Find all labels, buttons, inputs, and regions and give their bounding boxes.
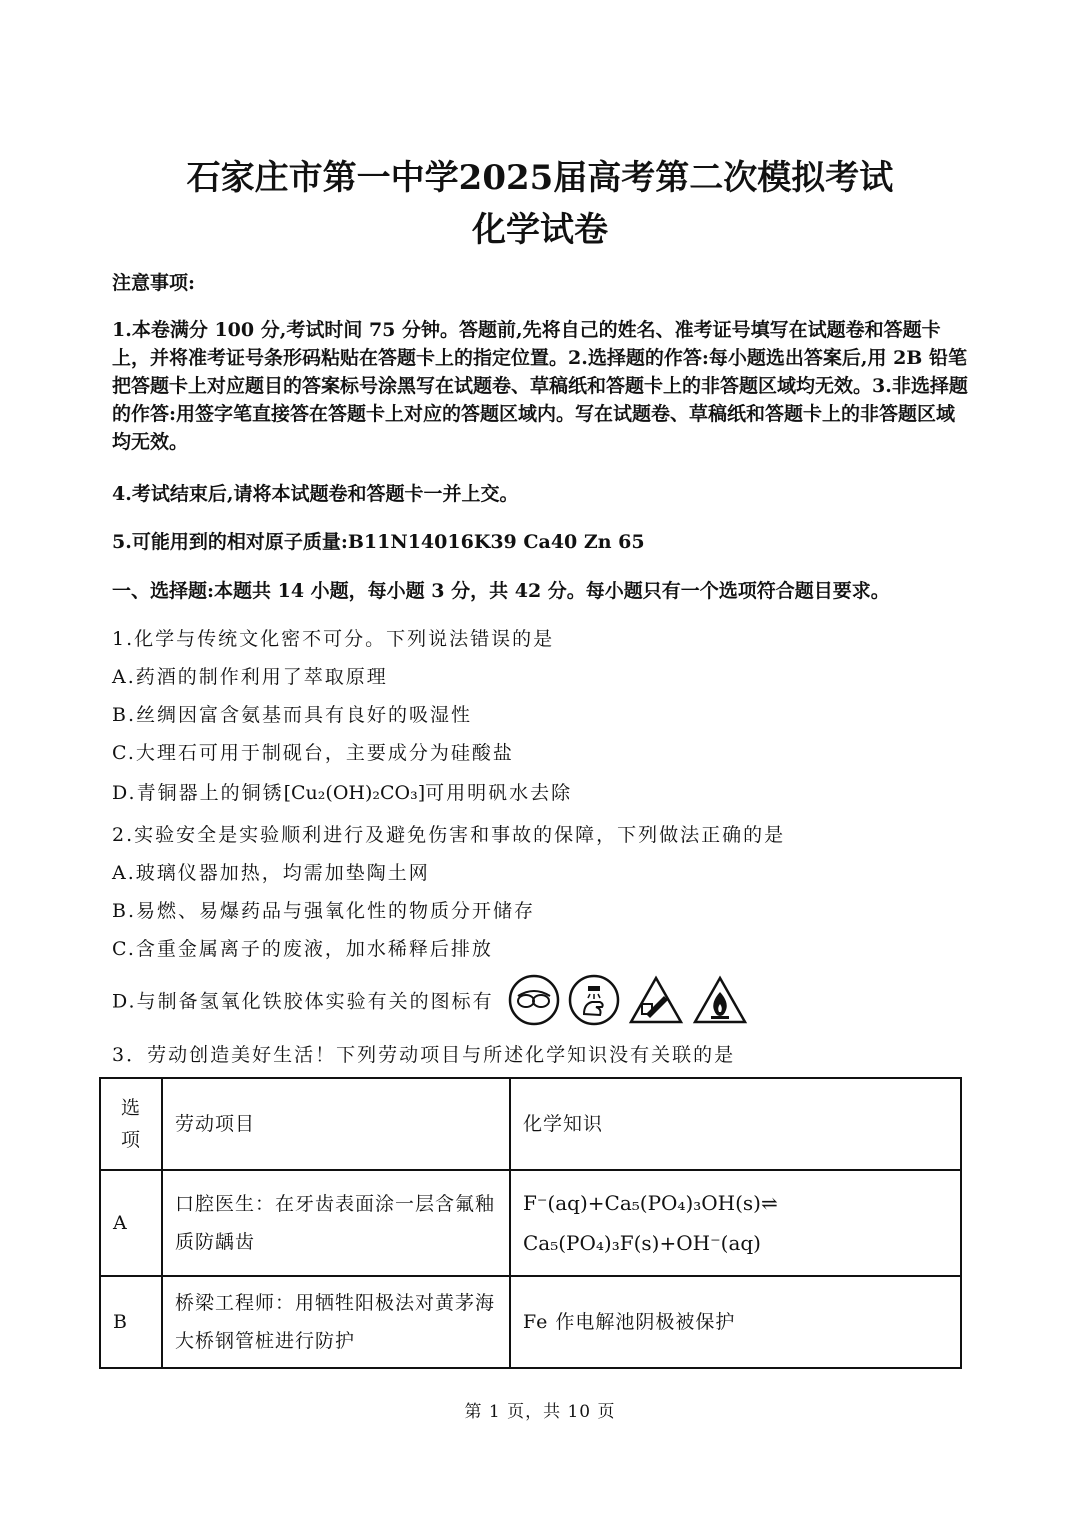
- q1-d-formula: [Cu₂(OH)₂CO₃]: [283, 782, 426, 804]
- exam-title: 石家庄市第一中学2025届高考第二次模拟考试: [186, 158, 894, 198]
- handwash-icon: [568, 974, 620, 1026]
- row-b-knowledge: Fe 作电解池阴极被保护: [510, 1276, 961, 1368]
- q2-d-text: D.与制备氢氧化铁胶体实验有关的图标有: [112, 990, 494, 1013]
- header-option: 选项: [100, 1078, 162, 1170]
- flame-icon: [692, 974, 748, 1026]
- q1-d-prefix: D.青铜器上的铜锈: [112, 782, 284, 804]
- safety-icons: [508, 974, 748, 1026]
- notice-item-5: 5.可能用到的相对原子质量:B11N14016K39 Ca40 Zn 65: [112, 531, 645, 553]
- header-labor-item: 劳动项目: [162, 1078, 510, 1170]
- q3-table: [99, 1077, 962, 1369]
- q1-option-d: [112, 778, 572, 805]
- table-header-row: [100, 1078, 961, 1170]
- exam-subtitle: 化学试卷: [472, 210, 608, 250]
- row-b-item: 桥梁工程师：用牺牲阳极法对黄茅海大桥钢管桩进行防护: [162, 1276, 510, 1368]
- page-footer: 第 1 页，共 10 页: [464, 1402, 616, 1422]
- row-a-formula-line1: F⁻(aq)+Ca₅(PO₄)₃OH(s)⇌: [523, 1191, 778, 1215]
- row-a-knowledge: [510, 1170, 961, 1276]
- q1-option-c: C.大理石可用于制砚台，主要成分为硅酸盐: [112, 742, 514, 764]
- row-a-option: A: [100, 1170, 162, 1276]
- notice-item-4: 4.考试结束后,请将本试题卷和答题卡一并上交。: [112, 483, 519, 505]
- q1-d-suffix: 可用明矾水去除: [425, 782, 573, 804]
- q3-stem: 3．劳动创造美好生活！下列劳动项目与所述化学知识没有关联的是: [112, 1044, 736, 1066]
- table-row: [100, 1170, 961, 1276]
- sharp-object-icon: [628, 974, 684, 1026]
- notice-heading: 注意事项:: [112, 272, 196, 294]
- row-b-option: B: [100, 1276, 162, 1368]
- q2-option-d: [112, 974, 748, 1026]
- header-chem-knowledge: 化学知识: [510, 1078, 961, 1170]
- q1-stem: 1.化学与传统文化密不可分。下列说法错误的是: [112, 628, 555, 650]
- q1-option-b: B.丝绸因富含氨基而具有良好的吸湿性: [112, 704, 473, 726]
- q2-stem: 2.实验安全是实验顺利进行及避免伤害和事故的保障，下列做法正确的是: [112, 824, 786, 846]
- table-row: [100, 1276, 961, 1368]
- notice-item-1-3: 1.本卷满分 100 分,考试时间 75 分钟。答题前,先将自己的姓名、准考证号填写在试题卷和答题卡上，并将准考证号条形码粘贴在答题卡上的指定位置。2.选择题的作答:每小题选出答案后,用 2B 铅笔把答题卡上对应题目的答案标号涂黑写在试题卷、草稿纸和答题卡上的非答题区域均无效。3.非选择题的作答:用签字笔直接答在答题卡上对应的答题区域内。写在试题卷、草稿纸和答题卡上的非答题区域均无效。: [112, 319, 968, 453]
- section-heading: 一、选择题:本题共 14 小题，每小题 3 分，共 42 分。每小题只有一个选项符合题目要求。: [112, 580, 890, 602]
- q2-option-a: A.玻璃仪器加热，均需加垫陶土网: [112, 862, 430, 884]
- q2-option-c: C.含重金属离子的废液，加水稀释后排放: [112, 938, 493, 960]
- row-a-item: 口腔医生：在牙齿表面涂一层含氟釉质防龋齿: [162, 1170, 510, 1276]
- q2-option-b: B.易燃、易爆药品与强氧化性的物质分开储存: [112, 900, 536, 922]
- q1-option-a: A.药酒的制作利用了萃取原理: [112, 666, 388, 688]
- row-a-formula-line2: Ca₅(PO₄)₃F(s)+OH⁻(aq): [523, 1231, 761, 1255]
- goggles-icon: [508, 974, 560, 1026]
